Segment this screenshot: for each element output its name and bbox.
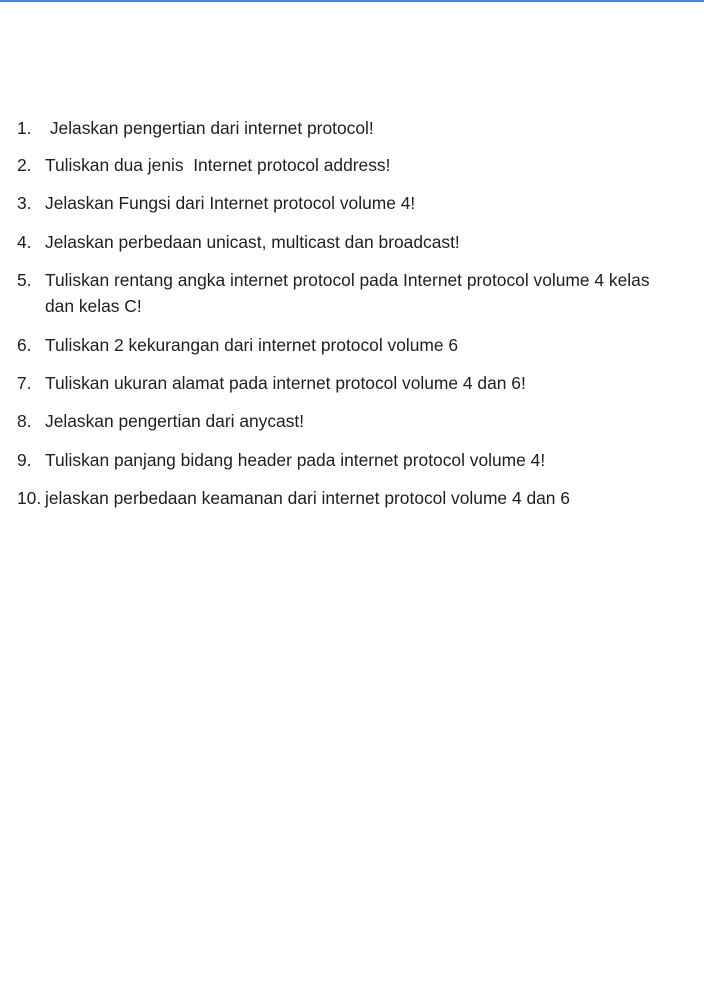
question-number: 9. (17, 450, 32, 470)
question-number: 4. (17, 232, 32, 252)
question-text: Jelaskan pengertian dari anycast! (45, 411, 305, 431)
question-number: 6. (17, 335, 32, 355)
question-text: Jelaskan perbedaan unicast, multicast dan broadcast! (45, 232, 460, 252)
question-text: Tuliskan 2 kekurangan dari internet protocol volume 6 (45, 335, 459, 355)
question-text: Tuliskan rentang angka internet protocol pada Internet protocol volume 4 kelas (45, 270, 650, 290)
question-number: 5. (17, 270, 32, 290)
question-text: Tuliskan ukuran alamat pada internet protocol volume 4 dan 6! (45, 373, 526, 393)
question-number: 3. (17, 193, 32, 213)
question-number: 10. (17, 488, 42, 508)
question-text: Jelaskan pengertian dari internet protocol! (45, 118, 374, 138)
question-number: 7. (17, 373, 32, 393)
question-number: 2. (17, 155, 32, 175)
question-text: Tuliskan panjang bidang header pada internet protocol volume 4! (45, 450, 546, 470)
question-text: Tuliskan dua jenis Internet protocol address! (45, 155, 391, 175)
question-text-continuation: dan kelas C! (45, 296, 142, 316)
question-number: 1. (17, 118, 32, 138)
question-number: 8. (17, 411, 32, 431)
question-text: jelaskan perbedaan keamanan dari internet protocol volume 4 dan 6 (45, 488, 570, 508)
question-text: Jelaskan Fungsi dari Internet protocol volume 4! (45, 193, 416, 213)
